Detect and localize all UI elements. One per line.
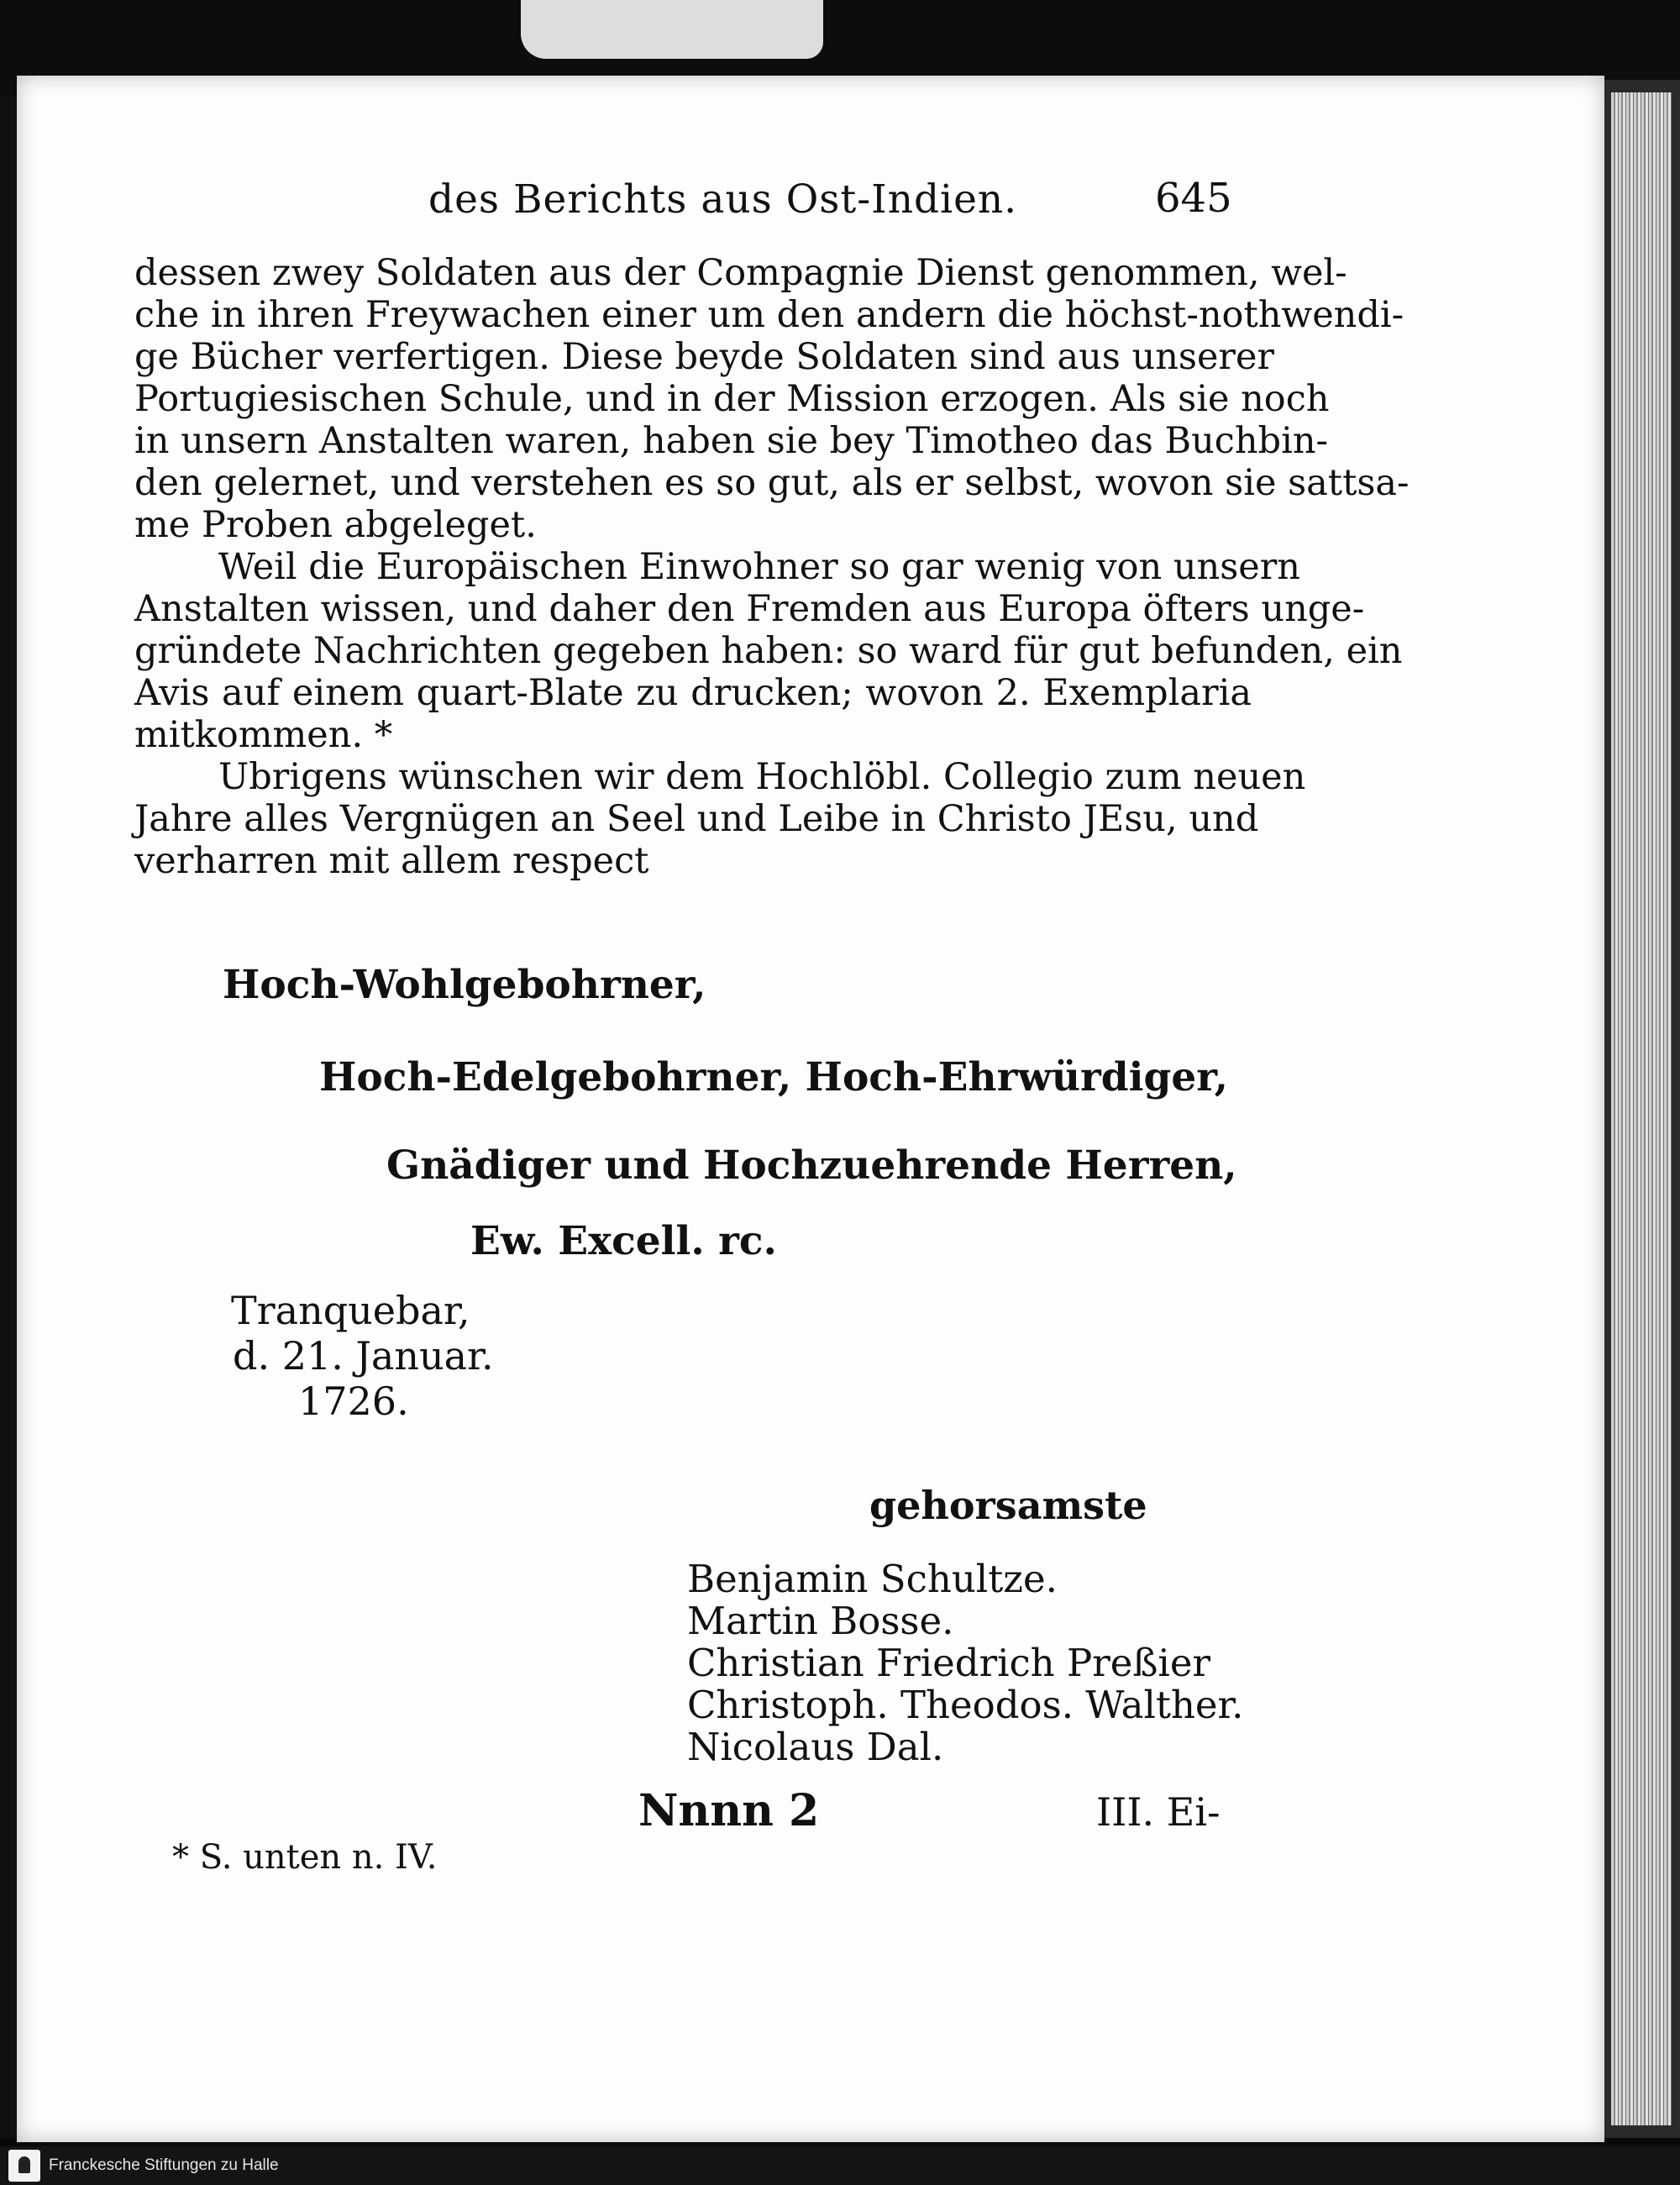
page-edges [1611,92,1672,2125]
closing-obedient: gehorsamste [869,1483,1147,1528]
footnote: * S. unten n. IV. [172,1838,438,1877]
signer-name: Martin Bosse. [687,1599,954,1643]
salutation-line-2: Hoch-Edelgebohrner, Hoch-Ehrwürdiger, [319,1054,1228,1100]
text-line: Weil die Europäischen Einwohner so gar wenig von unsern [218,546,1300,588]
signer-list [687,1558,1243,1768]
text-line: Jahre alles Vergnügen an Seel und Leibe in Christo JEsu, und [134,798,1259,840]
signer-name: Nicolaus Dal. [687,1725,944,1769]
text-line: Ubrigens wünschen wir dem Hochlöbl. Collegio zum neuen [218,756,1306,798]
place: Tranquebar, [231,1288,470,1333]
text-line: che in ihren Freywachen einer um den andern die höchst-nothwendi- [134,294,1404,336]
body-text [134,252,1410,882]
text-line: in unsern Anstalten waren, haben sie bey Timotheo das Buchbin- [134,420,1329,462]
place-date [231,1288,494,1424]
catchword: III. Ei- [1096,1789,1221,1835]
footer-bar [0,2146,1680,2185]
year: 1726. [298,1379,409,1424]
salutation-line-3: Gnädiger und Hochzuehrende Herren, [386,1142,1237,1189]
page-number: 645 [1155,175,1232,222]
text-line: Anstalten wissen, und daher den Fremden aus Europa öfters unge- [134,588,1365,630]
text-line: me Proben abgeleget. [134,504,537,546]
institution-logo-icon [8,2150,40,2182]
text-line: Avis auf einem quart-Blate zu drucken; wovon 2. Exemplaria [134,672,1252,714]
text-line: mitkommen. * [134,714,393,756]
text-line: verharren mit allem respect [134,840,649,882]
signer-name: Christian Friedrich Preßier [687,1641,1210,1685]
text-line: den gelernet, und verstehen es so gut, als er selbst, wovon sie sattsa- [134,462,1410,504]
signer-name: Christoph. Theodos. Walther. [687,1683,1244,1727]
salutation-line-1: Hoch-Wohlgebohrner, [223,962,706,1008]
signature-mark: Nnnn 2 [638,1785,820,1836]
text-line: Portugiesischen Schule, und in der Mission erzogen. Als sie noch [134,378,1330,420]
footer-credit: Franckesche Stiftungen zu Halle [49,2156,279,2174]
text-line: gründete Nachrichten gegeben haben: so ward für gut befunden, ein [134,630,1403,672]
running-head: des Berichts aus Ost-Indien. [428,176,1018,223]
text-line: dessen zwey Soldaten aus der Compagnie Dienst genommen, wel- [134,252,1347,294]
paper-scrap [521,0,823,59]
text-line: ge Bücher verfertigen. Diese beyde Soldaten sind aus unserer [134,336,1274,378]
date: d. 21. Januar. [233,1333,494,1379]
book-page [17,76,1604,2142]
salutation-line-4: Ew. Excell. rc. [470,1218,777,1264]
signer-name: Benjamin Schultze. [687,1557,1058,1601]
